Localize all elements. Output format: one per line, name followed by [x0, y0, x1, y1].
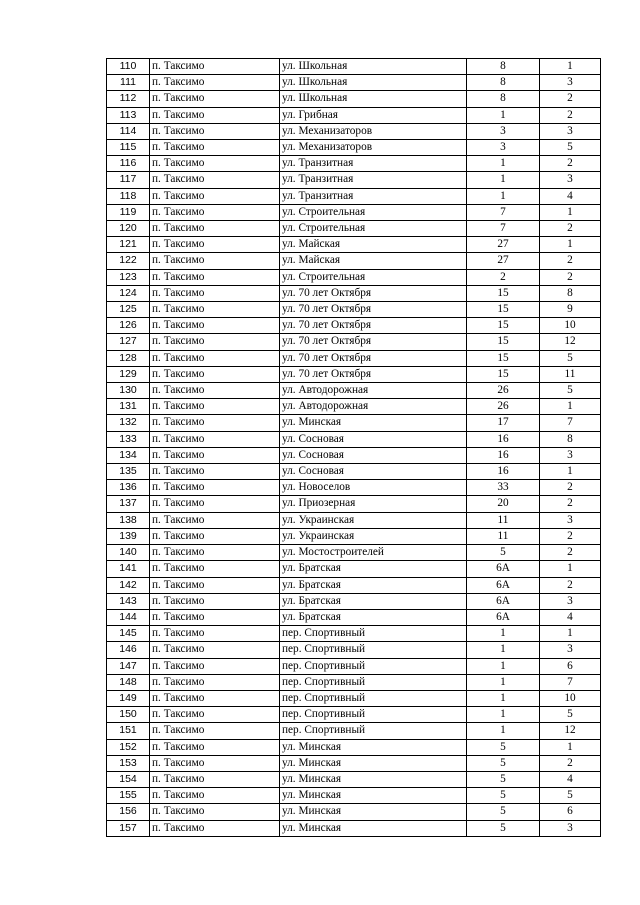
street-cell: ул. Школьная	[280, 75, 467, 91]
street-cell: ул. Автодорожная	[280, 383, 467, 399]
table-row	[107, 739, 601, 755]
settlement-cell: п. Таксимо	[150, 415, 280, 431]
apartment-cell: 1	[540, 464, 601, 480]
settlement-cell: п. Таксимо	[150, 302, 280, 318]
apartment-cell: 3	[540, 75, 601, 91]
house-cell: 8	[467, 91, 540, 107]
table-row	[107, 285, 601, 301]
house-cell: 15	[467, 334, 540, 350]
table-row	[107, 480, 601, 496]
apartment-cell: 3	[540, 642, 601, 658]
row-number-cell: 156	[107, 804, 150, 820]
street-cell: ул. Братская	[280, 561, 467, 577]
row-number-cell: 125	[107, 302, 150, 318]
street-cell: ул. 70 лет Октября	[280, 285, 467, 301]
row-number-cell: 116	[107, 156, 150, 172]
table-row	[107, 674, 601, 690]
row-number-cell: 139	[107, 528, 150, 544]
street-cell: ул. Сосновая	[280, 431, 467, 447]
street-cell: пер. Спортивный	[280, 723, 467, 739]
row-number-cell: 142	[107, 577, 150, 593]
settlement-cell: п. Таксимо	[150, 383, 280, 399]
house-cell: 8	[467, 59, 540, 75]
apartment-cell: 4	[540, 188, 601, 204]
street-cell: ул. Школьная	[280, 59, 467, 75]
settlement-cell: п. Таксимо	[150, 723, 280, 739]
street-cell: ул. Сосновая	[280, 447, 467, 463]
table-row	[107, 512, 601, 528]
row-number-cell: 136	[107, 480, 150, 496]
settlement-cell: п. Таксимо	[150, 140, 280, 156]
house-cell: 27	[467, 237, 540, 253]
table-row	[107, 528, 601, 544]
street-cell: ул. Механизаторов	[280, 140, 467, 156]
settlement-cell: п. Таксимо	[150, 496, 280, 512]
row-number-cell: 110	[107, 59, 150, 75]
table-row	[107, 431, 601, 447]
apartment-cell: 2	[540, 253, 601, 269]
row-number-cell: 119	[107, 204, 150, 220]
row-number-cell: 111	[107, 75, 150, 91]
row-number-cell: 143	[107, 593, 150, 609]
table-row	[107, 642, 601, 658]
settlement-cell: п. Таксимо	[150, 59, 280, 75]
settlement-cell: п. Таксимо	[150, 269, 280, 285]
settlement-cell: п. Таксимо	[150, 577, 280, 593]
row-number-cell: 145	[107, 626, 150, 642]
street-cell: ул. Минская	[280, 415, 467, 431]
house-cell: 3	[467, 140, 540, 156]
row-number-cell: 122	[107, 253, 150, 269]
house-cell: 6А	[467, 593, 540, 609]
house-cell: 27	[467, 253, 540, 269]
street-cell: пер. Спортивный	[280, 674, 467, 690]
house-cell: 1	[467, 626, 540, 642]
apartment-cell: 3	[540, 447, 601, 463]
row-number-cell: 133	[107, 431, 150, 447]
street-cell: ул. Приозерная	[280, 496, 467, 512]
apartment-cell: 11	[540, 366, 601, 382]
house-cell: 16	[467, 447, 540, 463]
table-row	[107, 788, 601, 804]
settlement-cell: п. Таксимо	[150, 123, 280, 139]
street-cell: ул. Сосновая	[280, 464, 467, 480]
street-cell: ул. Минская	[280, 788, 467, 804]
table-row	[107, 609, 601, 625]
house-cell: 15	[467, 350, 540, 366]
settlement-cell: п. Таксимо	[150, 91, 280, 107]
street-cell: ул. Майская	[280, 253, 467, 269]
apartment-cell: 3	[540, 593, 601, 609]
table-row	[107, 350, 601, 366]
street-cell: ул. Автодорожная	[280, 399, 467, 415]
house-cell: 16	[467, 464, 540, 480]
row-number-cell: 154	[107, 771, 150, 787]
apartment-cell: 5	[540, 788, 601, 804]
table-row	[107, 156, 601, 172]
table-row	[107, 593, 601, 609]
table-row	[107, 188, 601, 204]
row-number-cell: 140	[107, 545, 150, 561]
settlement-cell: п. Таксимо	[150, 820, 280, 836]
row-number-cell: 149	[107, 690, 150, 706]
apartment-cell: 12	[540, 334, 601, 350]
house-cell: 1	[467, 690, 540, 706]
house-cell: 1	[467, 707, 540, 723]
table-row	[107, 447, 601, 463]
street-cell: ул. Транзитная	[280, 172, 467, 188]
house-cell: 1	[467, 642, 540, 658]
table-row	[107, 140, 601, 156]
street-cell: ул. Братская	[280, 609, 467, 625]
settlement-cell: п. Таксимо	[150, 318, 280, 334]
house-cell: 33	[467, 480, 540, 496]
house-cell: 1	[467, 156, 540, 172]
street-cell: ул. Транзитная	[280, 156, 467, 172]
settlement-cell: п. Таксимо	[150, 755, 280, 771]
settlement-cell: п. Таксимо	[150, 658, 280, 674]
house-cell: 3	[467, 123, 540, 139]
table-row	[107, 253, 601, 269]
apartment-cell: 1	[540, 626, 601, 642]
street-cell: ул. Мостостроителей	[280, 545, 467, 561]
street-cell: ул. 70 лет Октября	[280, 302, 467, 318]
row-number-cell: 124	[107, 285, 150, 301]
house-cell: 5	[467, 545, 540, 561]
row-number-cell: 148	[107, 674, 150, 690]
apartment-cell: 2	[540, 221, 601, 237]
house-cell: 16	[467, 431, 540, 447]
street-cell: ул. Братская	[280, 577, 467, 593]
row-number-cell: 147	[107, 658, 150, 674]
apartment-cell: 8	[540, 431, 601, 447]
apartment-cell: 4	[540, 609, 601, 625]
settlement-cell: п. Таксимо	[150, 156, 280, 172]
row-number-cell: 114	[107, 123, 150, 139]
house-cell: 26	[467, 383, 540, 399]
table-row	[107, 204, 601, 220]
apartment-cell: 5	[540, 350, 601, 366]
table-row	[107, 318, 601, 334]
settlement-cell: п. Таксимо	[150, 350, 280, 366]
row-number-cell: 151	[107, 723, 150, 739]
apartment-cell: 3	[540, 123, 601, 139]
apartment-cell: 5	[540, 140, 601, 156]
apartment-cell: 12	[540, 723, 601, 739]
table-row	[107, 723, 601, 739]
apartment-cell: 1	[540, 204, 601, 220]
apartment-cell: 2	[540, 496, 601, 512]
table-row	[107, 383, 601, 399]
house-cell: 7	[467, 204, 540, 220]
settlement-cell: п. Таксимо	[150, 75, 280, 91]
row-number-cell: 155	[107, 788, 150, 804]
row-number-cell: 131	[107, 399, 150, 415]
table-row	[107, 334, 601, 350]
settlement-cell: п. Таксимо	[150, 447, 280, 463]
table-row	[107, 658, 601, 674]
row-number-cell: 121	[107, 237, 150, 253]
apartment-cell: 10	[540, 690, 601, 706]
house-cell: 17	[467, 415, 540, 431]
street-cell: ул. Братская	[280, 593, 467, 609]
house-cell: 1	[467, 107, 540, 123]
house-cell: 5	[467, 771, 540, 787]
settlement-cell: п. Таксимо	[150, 739, 280, 755]
row-number-cell: 146	[107, 642, 150, 658]
apartment-cell: 5	[540, 383, 601, 399]
table-row	[107, 804, 601, 820]
settlement-cell: п. Таксимо	[150, 642, 280, 658]
settlement-cell: п. Таксимо	[150, 334, 280, 350]
row-number-cell: 137	[107, 496, 150, 512]
table-row	[107, 237, 601, 253]
table-row	[107, 107, 601, 123]
house-cell: 5	[467, 739, 540, 755]
address-table	[106, 58, 601, 837]
apartment-cell: 5	[540, 707, 601, 723]
street-cell: ул. Минская	[280, 739, 467, 755]
settlement-cell: п. Таксимо	[150, 561, 280, 577]
row-number-cell: 157	[107, 820, 150, 836]
apartment-cell: 2	[540, 107, 601, 123]
street-cell: ул. Минская	[280, 820, 467, 836]
settlement-cell: п. Таксимо	[150, 366, 280, 382]
apartment-cell: 2	[540, 480, 601, 496]
settlement-cell: п. Таксимо	[150, 626, 280, 642]
apartment-cell: 3	[540, 172, 601, 188]
street-cell: ул. Новоселов	[280, 480, 467, 496]
apartment-cell: 6	[540, 658, 601, 674]
house-cell: 1	[467, 658, 540, 674]
house-cell: 15	[467, 318, 540, 334]
street-cell: ул. Минская	[280, 755, 467, 771]
row-number-cell: 150	[107, 707, 150, 723]
settlement-cell: п. Таксимо	[150, 107, 280, 123]
apartment-cell: 9	[540, 302, 601, 318]
table-row	[107, 221, 601, 237]
table-row	[107, 399, 601, 415]
house-cell: 5	[467, 820, 540, 836]
house-cell: 5	[467, 804, 540, 820]
settlement-cell: п. Таксимо	[150, 545, 280, 561]
street-cell: ул. Строительная	[280, 221, 467, 237]
table-row	[107, 707, 601, 723]
street-cell: ул. Школьная	[280, 91, 467, 107]
row-number-cell: 138	[107, 512, 150, 528]
apartment-cell: 1	[540, 59, 601, 75]
house-cell: 15	[467, 285, 540, 301]
street-cell: ул. Строительная	[280, 269, 467, 285]
settlement-cell: п. Таксимо	[150, 253, 280, 269]
settlement-cell: п. Таксимо	[150, 690, 280, 706]
apartment-cell: 1	[540, 561, 601, 577]
row-number-cell: 126	[107, 318, 150, 334]
apartment-cell: 1	[540, 237, 601, 253]
settlement-cell: п. Таксимо	[150, 528, 280, 544]
house-cell: 1	[467, 674, 540, 690]
apartment-cell: 2	[540, 545, 601, 561]
street-cell: пер. Спортивный	[280, 626, 467, 642]
table-row	[107, 302, 601, 318]
table-row	[107, 771, 601, 787]
street-cell: ул. Механизаторов	[280, 123, 467, 139]
house-cell: 26	[467, 399, 540, 415]
street-cell: пер. Спортивный	[280, 658, 467, 674]
street-cell: ул. Минская	[280, 804, 467, 820]
settlement-cell: п. Таксимо	[150, 399, 280, 415]
row-number-cell: 120	[107, 221, 150, 237]
table-row	[107, 690, 601, 706]
apartment-cell: 4	[540, 771, 601, 787]
settlement-cell: п. Таксимо	[150, 788, 280, 804]
table-row	[107, 820, 601, 836]
street-cell: ул. Транзитная	[280, 188, 467, 204]
settlement-cell: п. Таксимо	[150, 771, 280, 787]
house-cell: 15	[467, 366, 540, 382]
table-row	[107, 366, 601, 382]
house-cell: 1	[467, 188, 540, 204]
street-cell: ул. Строительная	[280, 204, 467, 220]
apartment-cell: 1	[540, 399, 601, 415]
settlement-cell: п. Таксимо	[150, 188, 280, 204]
settlement-cell: п. Таксимо	[150, 204, 280, 220]
street-cell: пер. Спортивный	[280, 642, 467, 658]
row-number-cell: 128	[107, 350, 150, 366]
street-cell: ул. Майская	[280, 237, 467, 253]
row-number-cell: 152	[107, 739, 150, 755]
row-number-cell: 113	[107, 107, 150, 123]
settlement-cell: п. Таксимо	[150, 707, 280, 723]
apartment-cell: 2	[540, 156, 601, 172]
settlement-cell: п. Таксимо	[150, 285, 280, 301]
apartment-cell: 2	[540, 91, 601, 107]
table-row	[107, 496, 601, 512]
apartment-cell: 3	[540, 512, 601, 528]
house-cell: 11	[467, 512, 540, 528]
settlement-cell: п. Таксимо	[150, 221, 280, 237]
row-number-cell: 129	[107, 366, 150, 382]
apartment-cell: 6	[540, 804, 601, 820]
apartment-cell: 8	[540, 285, 601, 301]
house-cell: 6А	[467, 609, 540, 625]
settlement-cell: п. Таксимо	[150, 172, 280, 188]
street-cell: ул. Минская	[280, 771, 467, 787]
house-cell: 6А	[467, 577, 540, 593]
row-number-cell: 153	[107, 755, 150, 771]
house-cell: 2	[467, 269, 540, 285]
table-row	[107, 561, 601, 577]
table-row	[107, 415, 601, 431]
table-row	[107, 59, 601, 75]
table-row	[107, 75, 601, 91]
house-cell: 6А	[467, 561, 540, 577]
house-cell: 1	[467, 723, 540, 739]
row-number-cell: 118	[107, 188, 150, 204]
street-cell: ул. 70 лет Октября	[280, 350, 467, 366]
street-cell: ул. Украинская	[280, 528, 467, 544]
table-body	[107, 59, 601, 837]
apartment-cell: 10	[540, 318, 601, 334]
row-number-cell: 123	[107, 269, 150, 285]
house-cell: 5	[467, 755, 540, 771]
street-cell: ул. Грибная	[280, 107, 467, 123]
table-row	[107, 755, 601, 771]
house-cell: 7	[467, 221, 540, 237]
row-number-cell: 144	[107, 609, 150, 625]
apartment-cell: 1	[540, 739, 601, 755]
house-cell: 8	[467, 75, 540, 91]
street-cell: ул. Украинская	[280, 512, 467, 528]
street-cell: ул. 70 лет Октября	[280, 334, 467, 350]
house-cell: 20	[467, 496, 540, 512]
table-row	[107, 545, 601, 561]
apartment-cell: 2	[540, 528, 601, 544]
house-cell: 5	[467, 788, 540, 804]
apartment-cell: 3	[540, 820, 601, 836]
apartment-cell: 2	[540, 755, 601, 771]
table-row	[107, 123, 601, 139]
apartment-cell: 2	[540, 577, 601, 593]
house-cell: 15	[467, 302, 540, 318]
row-number-cell: 141	[107, 561, 150, 577]
apartment-cell: 7	[540, 674, 601, 690]
apartment-cell: 2	[540, 269, 601, 285]
table-row	[107, 577, 601, 593]
house-cell: 11	[467, 528, 540, 544]
settlement-cell: п. Таксимо	[150, 593, 280, 609]
row-number-cell: 115	[107, 140, 150, 156]
table-row	[107, 91, 601, 107]
row-number-cell: 127	[107, 334, 150, 350]
street-cell: ул. 70 лет Октября	[280, 366, 467, 382]
settlement-cell: п. Таксимо	[150, 512, 280, 528]
street-cell: ул. 70 лет Октября	[280, 318, 467, 334]
settlement-cell: п. Таксимо	[150, 480, 280, 496]
settlement-cell: п. Таксимо	[150, 464, 280, 480]
apartment-cell: 7	[540, 415, 601, 431]
house-cell: 1	[467, 172, 540, 188]
table-row	[107, 269, 601, 285]
row-number-cell: 134	[107, 447, 150, 463]
settlement-cell: п. Таксимо	[150, 431, 280, 447]
settlement-cell: п. Таксимо	[150, 609, 280, 625]
settlement-cell: п. Таксимо	[150, 674, 280, 690]
settlement-cell: п. Таксимо	[150, 237, 280, 253]
row-number-cell: 130	[107, 383, 150, 399]
street-cell: пер. Спортивный	[280, 690, 467, 706]
row-number-cell: 117	[107, 172, 150, 188]
row-number-cell: 112	[107, 91, 150, 107]
table-row	[107, 172, 601, 188]
row-number-cell: 132	[107, 415, 150, 431]
row-number-cell: 135	[107, 464, 150, 480]
table-row	[107, 626, 601, 642]
street-cell: пер. Спортивный	[280, 707, 467, 723]
settlement-cell: п. Таксимо	[150, 804, 280, 820]
table-row	[107, 464, 601, 480]
